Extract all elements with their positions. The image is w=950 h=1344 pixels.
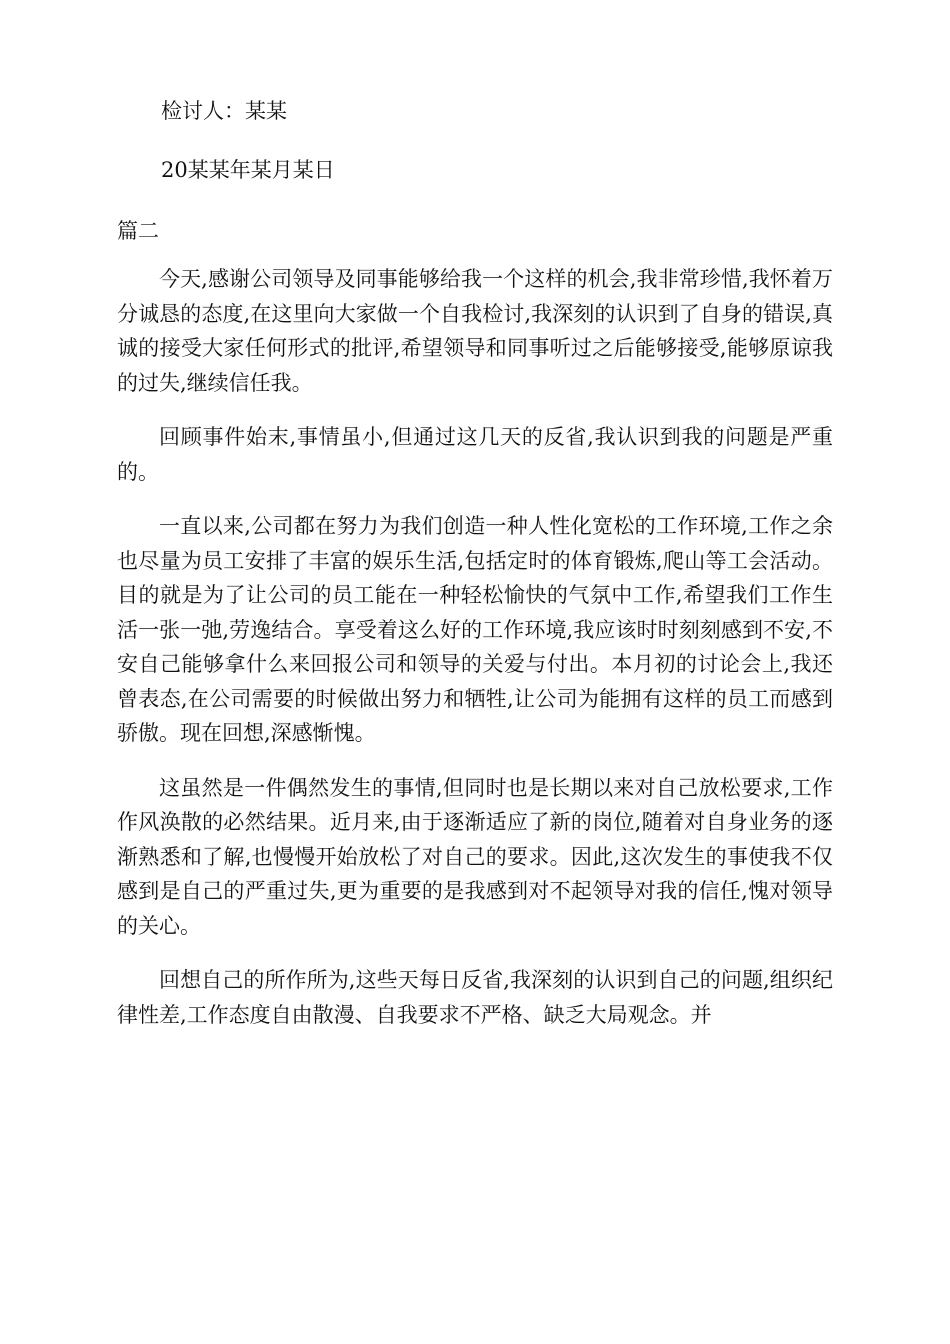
signature-author: 检讨人：某某 <box>161 99 287 123</box>
signature-date: 20某某年某月某日 <box>161 158 335 182</box>
paragraph-2: 回顾事件始末,事情虽小,但通过这几天的反省,我认识到我的问题是严重的。 <box>117 425 833 484</box>
paragraph-5: 回想自己的所作所为,这些天每日反省,我深刻的认识到自己的问题,组织纪律性差,工作态度自由散漫、自我要求不严格、缺乏大局观念。并 <box>117 968 833 1027</box>
paragraph-1: 今天,感谢公司领导及同事能够给我一个这样的机会,我非常珍惜,我怀着万分诚恳的态度,在这里向大家做一个自我检讨,我深刻的认识到了自身的错误,真诚的接受大家任何形式的批评,希望领导和同事听过之后能够接受,能够原谅我的过失,继续信任我。 <box>117 267 833 395</box>
paragraph-3: 一直以来,公司都在努力为我们创造一种人性化宽松的工作环境,工作之余也尽量为员工安排了丰富的娱乐生活,包括定时的体育锻炼,爬山等工会活动。目的就是为了让公司的员工能在一种轻松愉快的气氛中工作,希望我们工作生活一张一弛,劳逸结合。享受着这么好的工作环境,我应该时时刻刻感到不安,不安自己能够拿什么来回报公司和领导的关爱与付出。本月初的讨论会上,我还曾表态,在公司需要的时候做出努力和牺牲,让公司为能拥有这样的员工而感到骄傲。现在回想,深感惭愧。 <box>117 514 833 745</box>
document-body <box>117 262 833 1052</box>
paragraph-4: 这虽然是一件偶然发生的事情,但同时也是长期以来对自己放松要求,工作作风涣散的必然结果。近月来,由于逐渐适应了新的岗位,随着对自身业务的逐渐熟悉和了解,也慢慢开始放松了对自己的要求。因此,这次发生的事使我不仅感到是自己的严重过失,更为重要的是我感到对不起领导对我的信任,愧对领导的关心。 <box>117 775 833 938</box>
section-heading: 篇二 <box>117 219 159 243</box>
